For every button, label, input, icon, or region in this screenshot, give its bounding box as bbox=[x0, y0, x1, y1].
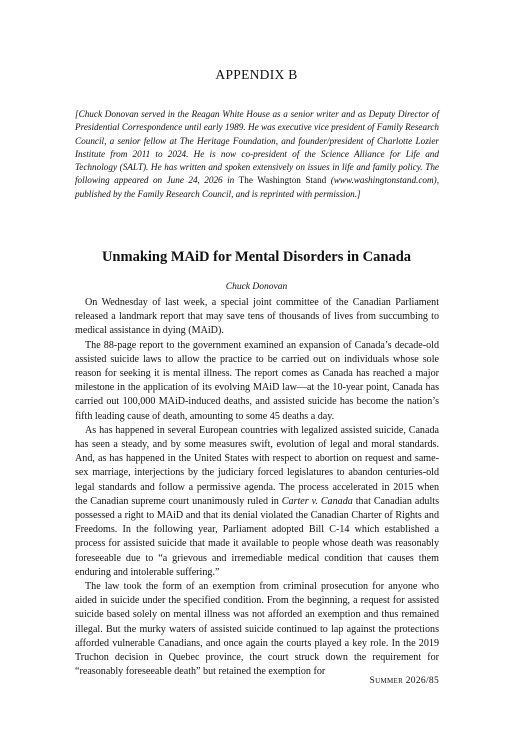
body-paragraph-2: The 88-page report to the government examined an expansion of Canada’s decade-old assisted suicide laws to allow the practice to be carried out on individuals whose sole reason for seeking it is mental illness. The report comes as Canada has reached a major milestone in the application of its evolving MAiD law—at the 10-year point, Canada has carried out 100,000 MAiD-induced deaths, and assisted suicide has become the nation’s fifth leading cause of death, amounting to some 45 deaths a day. bbox=[75, 339, 439, 422]
case-name: Carter v. Canada bbox=[281, 495, 353, 507]
bio-text-part1: [Chuck Donovan served in the Reagan White House as a senior writer and as Deputy Director of Presidential Correspondence until early 1989. He was executive vice president of Family Research Council, a senior fellow at The Heritage Foundation, and founder/president of Charlotte Lozier Institute from 2011 to 2024. He is now co-president of the Science Alliance for Life and Technology (SALT). He has written and spoken extensively on issues in life and family policy. The following appeared on June 24, 2026 in bbox=[75, 109, 439, 186]
paragraph-3-text-a: As has happened in several European countries with legalized assisted suicide, Canada has seen a steady, and by some measures swift, evolution of legal and moral standards. And, as has happened in the United States with respect to abortion on request and same-sex marriage, interjections by the judiciary forced legislatures to abandon centuries-old legal standards and follow a permissive agenda. The process accelerated in 2015 when the Canadian supreme court unanimously ruled in bbox=[75, 424, 439, 507]
author-bio-note bbox=[75, 108, 439, 201]
body-paragraph-4: The law took the form of an exemption from criminal prosecution for anyone who aided in suicide under the specified condition. From the beginning, a request for assisted suicide based solely on mental illness was not afforded an exemption and thus remained illegal. But the murky waters of assisted suicide continued to lap against the protections afforded vulnerable Canadians, and once again the courts played a key role. In the 2019 Truchon decision in Quebec province, the court struck down the requirement for “reasonably foreseeable death” but retained the exemption for bbox=[75, 581, 439, 678]
article-body bbox=[75, 296, 439, 679]
page-footer-issue: Summer 2026/85 bbox=[369, 676, 439, 686]
body-paragraph-1: On Wednesday of last week, a special joint committee of the Canadian Parliament released a landmark report that may save tens of thousands of lives from succumbing to medical assistance in dying (MAiD). bbox=[75, 297, 439, 337]
article-title: Unmaking MAiD for Mental Disorders in Canada bbox=[101, 249, 412, 265]
article-author: Chuck Donovan bbox=[225, 282, 288, 292]
paragraph-3-text-b: that Canadian adults possessed a right to MAiD and that its denial violated the Canadian Charter of Rights and Freedoms. In the following year, Parliament adopted Bill C-14 which established a process for assisted suicide that made it available to people whose death was reasonably foreseeable due to “a grievous and irremediable medical condition that causes them enduring and intolerable suffering.” bbox=[75, 495, 439, 578]
body-paragraph-3 bbox=[75, 424, 439, 580]
bio-publication-name: The Washington Stand bbox=[238, 175, 327, 186]
bio-text-part2: (www.washingtonstand.com), published by the Family Research Council, and is reprinted with permission.] bbox=[75, 175, 439, 199]
appendix-heading: APPENDIX B bbox=[215, 67, 298, 82]
